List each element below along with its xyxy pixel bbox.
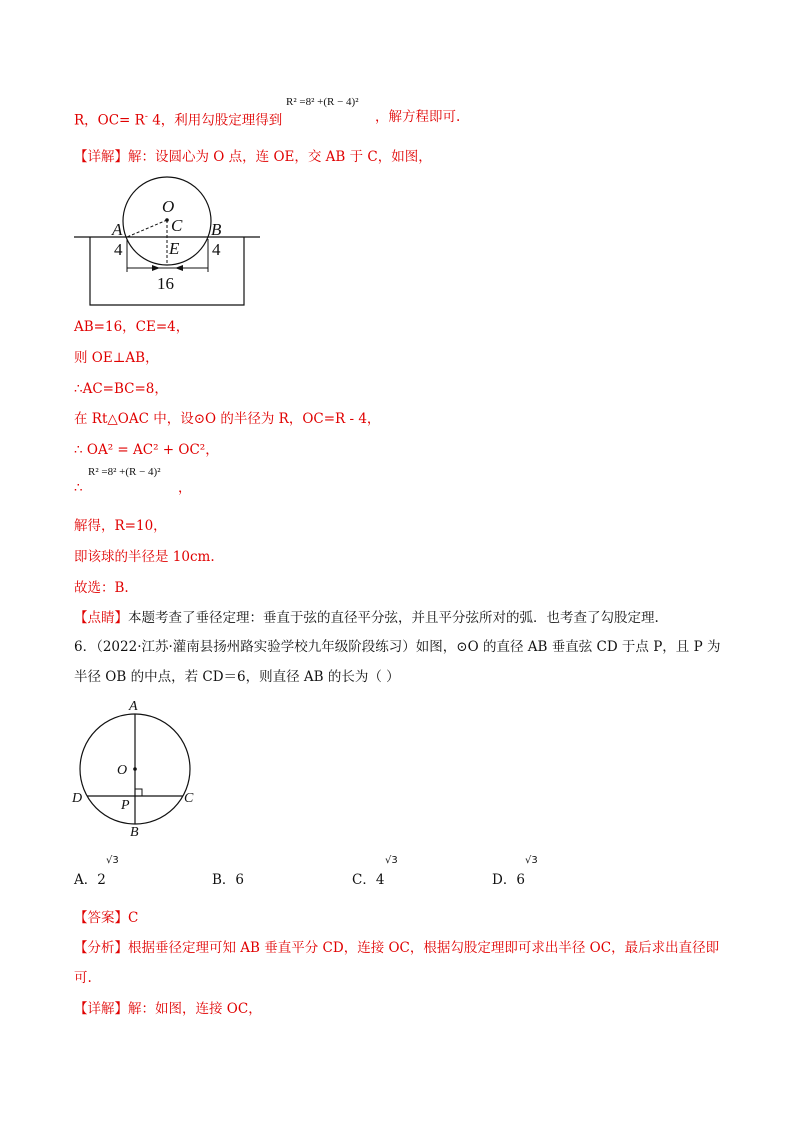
line1-mid: 4，利用勾股定理得到 <box>152 112 283 129</box>
option-a-sqrt: √3 <box>106 855 119 866</box>
label-o2: O <box>117 763 128 778</box>
detail-line <box>74 148 432 166</box>
option-b-label: B．6 <box>212 872 245 888</box>
option-a-label: A．2 <box>74 872 106 888</box>
label-c: C <box>171 216 183 235</box>
label-a: A <box>112 220 123 239</box>
option-d[interactable] <box>492 868 525 888</box>
detail-text: 解：设圆心为 O 点，连 OE，交 AB 于 C，如图， <box>128 149 432 165</box>
step-1: AB=16，CE=4， <box>74 319 190 335</box>
comment-text: 本题考查了垂径定理：垂直于弦的直径平分弦，并且平分弦所对的弧．也考查了勾股定理. <box>128 610 659 626</box>
detail-line-q6 <box>74 1000 262 1018</box>
arrow-right <box>175 265 183 271</box>
question-6-line-2: 半径 OB 的中点，若 CD＝6，则直径 AB 的长为（ ） <box>74 669 400 685</box>
option-b[interactable] <box>212 868 244 888</box>
option-d-label: D．6 <box>492 872 525 888</box>
step-8: 即该球的半径是 10cm. <box>74 549 215 565</box>
line1-pre: R，OC= R <box>74 112 145 129</box>
detail-label: 【详解】 <box>74 149 128 165</box>
label-4-right: 4 <box>212 240 221 259</box>
radius-oa <box>127 220 167 237</box>
answer-line <box>74 909 138 927</box>
question-6-line-1: 6．（2022·江苏·灌南县扬州路实验学校九年级阶段练习）如图，⊙O 的直径 AB 垂直弦 CD 于点 P，且 P 为 <box>74 639 721 655</box>
label-b2: B <box>130 825 139 840</box>
ball-diagram <box>70 172 270 310</box>
step-7: 解得，R=10， <box>74 518 167 534</box>
step-3: ∴AC=BC=8， <box>74 381 168 397</box>
solution-line-1: R，OC= R- 4，利用勾股定理得到 <box>74 112 283 129</box>
label-p2: P <box>121 798 130 813</box>
center-dot <box>165 218 169 222</box>
label-e: E <box>169 239 180 258</box>
detail-label-q6: 【详解】 <box>74 1001 128 1017</box>
option-c[interactable] <box>352 868 384 888</box>
analysis-label: 【分析】 <box>74 940 128 956</box>
label-4-left: 4 <box>114 240 123 259</box>
label-o: O <box>162 197 175 216</box>
center-dot-o <box>133 767 137 771</box>
formula-step: R² =8² +(R − 4)² <box>88 466 161 478</box>
label-a2: A <box>129 699 138 714</box>
option-c-label: C．4 <box>352 872 385 888</box>
formula-top: R² =8² +(R − 4)² <box>286 96 359 108</box>
circle-diagram <box>70 696 210 840</box>
label-d2: D <box>72 791 83 806</box>
analysis-line-1 <box>74 939 719 957</box>
comment-label: 【点睛】 <box>74 610 128 626</box>
line1-end: ，解方程即可. <box>375 109 461 125</box>
answer-label: 【答案】 <box>74 910 128 926</box>
option-d-sqrt: √3 <box>525 855 538 866</box>
option-c-sqrt: √3 <box>385 855 398 866</box>
step-5: ∴ OA² = AC² + OC²， <box>74 442 219 458</box>
step-6-comma: ， <box>178 480 192 496</box>
comment-line <box>74 609 659 627</box>
step-9: 故选：B. <box>74 580 129 596</box>
answer-value: C <box>128 910 139 926</box>
option-a[interactable] <box>74 868 106 888</box>
analysis-text-1: 根据垂径定理可知 AB 垂直平分 CD，连接 OC，根据勾股定理即可求出半径 OC，最后求出直径即 <box>128 940 720 956</box>
right-angle-mark <box>135 789 142 796</box>
detail-text-q6: 解：如图，连接 OC， <box>128 1001 262 1017</box>
step-2: 则 OE⊥AB， <box>74 350 159 366</box>
step-4: 在 Rt△OAC 中，设⊙O 的半径为 R，OC=R - 4， <box>74 411 381 427</box>
analysis-line-2: 可. <box>74 970 92 986</box>
arrow-left <box>152 265 160 271</box>
label-b: B <box>211 220 222 239</box>
label-16: 16 <box>157 274 174 293</box>
step-6-therefore: ∴ <box>74 480 83 496</box>
label-c2: C <box>184 791 194 806</box>
